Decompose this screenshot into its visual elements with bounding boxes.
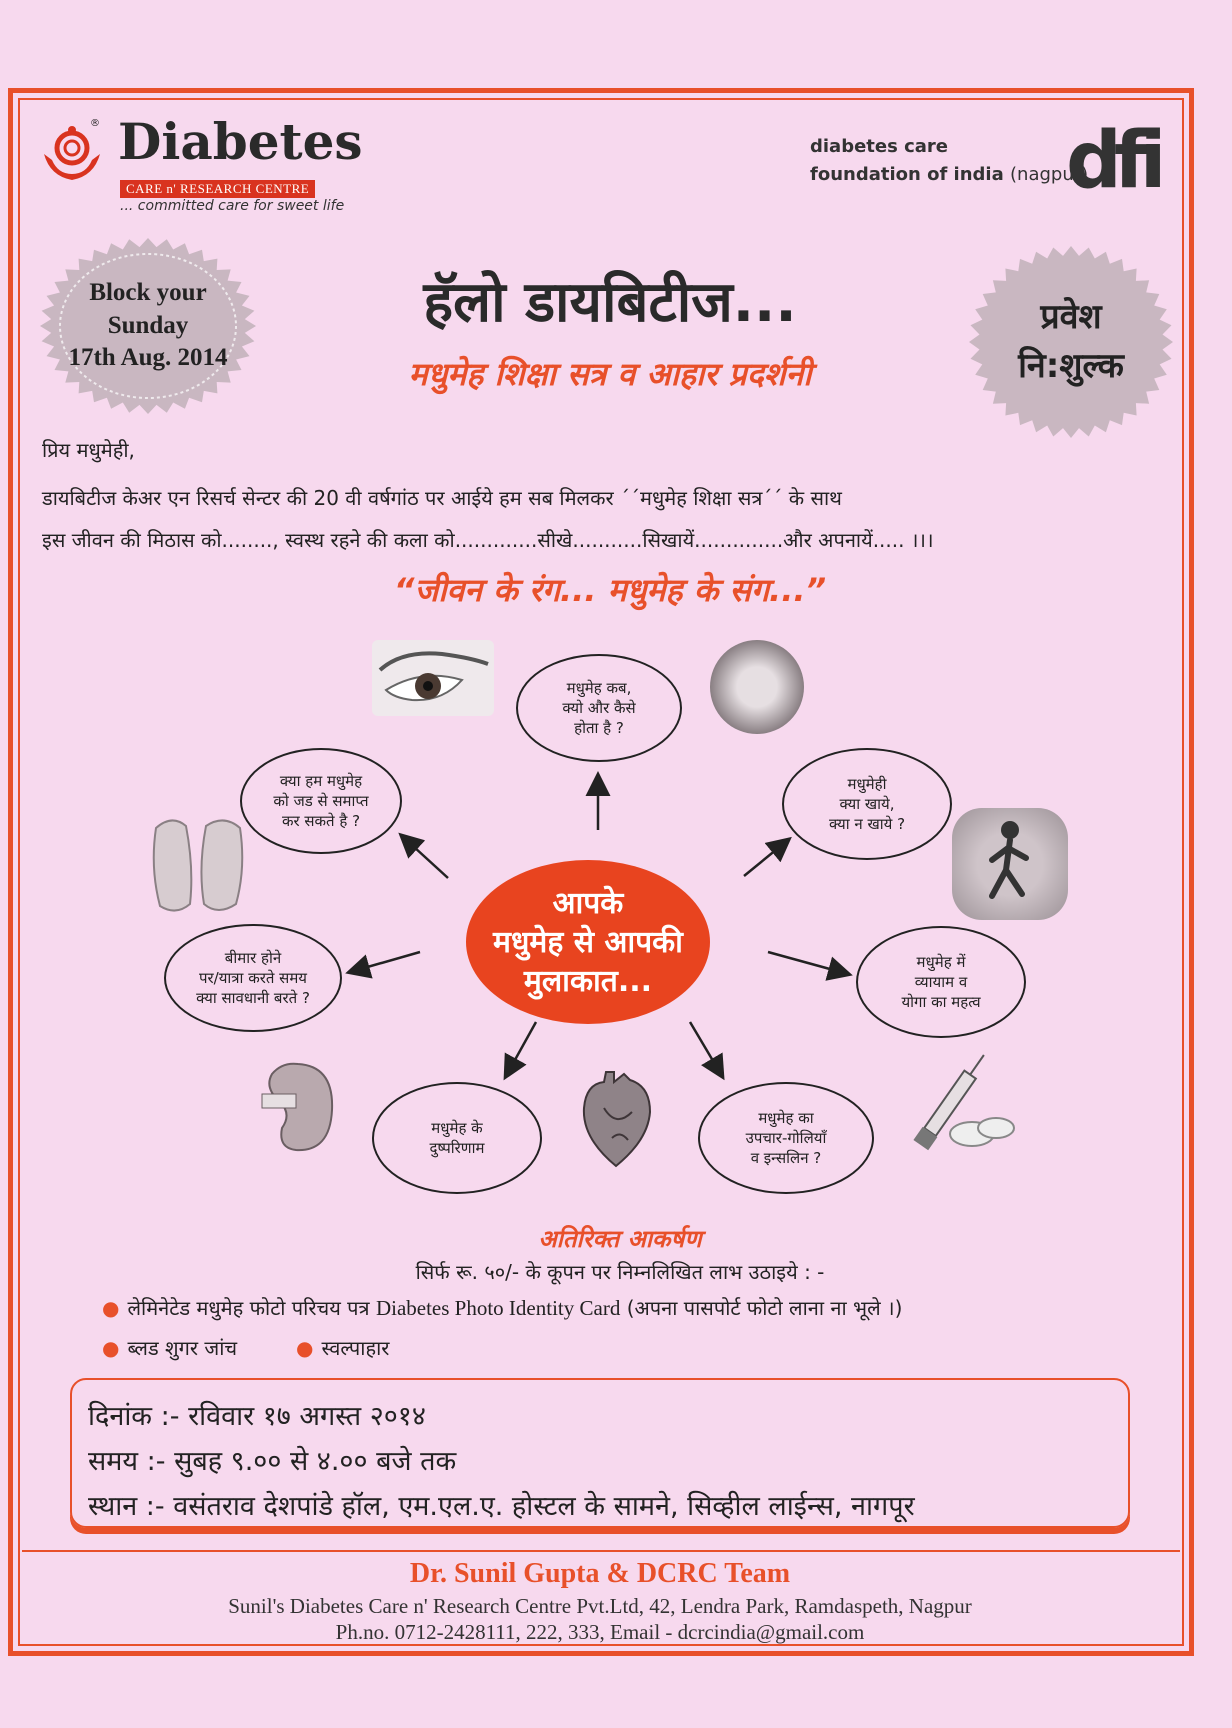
bubble-text: क्या न खाये ? [828, 815, 906, 834]
bullet-icon: ● [296, 1336, 314, 1360]
slogan: “जीवन के रंग... मधुमेह के संग...” [393, 571, 827, 609]
bubble-text: दुष्परिणाम [429, 1139, 485, 1157]
bubble-text: मधुमेही [847, 774, 887, 793]
food-plate-photo [710, 640, 804, 734]
logo-title: Diabetes [118, 112, 363, 171]
bubble-text: व इन्सलिन ? [750, 1149, 822, 1168]
venue-label: स्थान :- [88, 1491, 165, 1522]
event-details-box [70, 1378, 1130, 1528]
bubble-top [516, 654, 682, 762]
bubble-text: क्या हम मधुमेह [279, 771, 363, 790]
footer-contact: Ph.no. 0712-2428111, 222, 333, Email - dcrcindia@gmail.com [335, 1620, 865, 1644]
coupon-line: सिर्फ रू. ५०/- के कूपन पर निम्नलिखित लाभ उठाइये : - [415, 1260, 825, 1284]
bubble-upper-left [240, 748, 402, 854]
bubble-text: होता है ? [574, 719, 624, 738]
bubble-text: बीमार होने [224, 948, 282, 967]
item2-text: ब्लड शुगर जांच [127, 1336, 238, 1360]
dfi-line2-text: foundation of india [810, 164, 1004, 185]
footer-name: Dr. Sunil Gupta & DCRC Team [409, 1558, 791, 1589]
bullet-icon: ● [102, 1336, 120, 1360]
badge-line2: Sunday [107, 311, 189, 339]
bubble-text: उपचार-गोलियाँ [745, 1128, 827, 1147]
bubble-text: क्या सावधानी बरते ? [196, 989, 310, 1008]
runner-photo [952, 808, 1068, 920]
item1-hindi: लेमिनेटेड मधुमेह फोटो परिचय पत्र [127, 1296, 370, 1320]
venue-row [88, 1486, 1112, 1523]
time-row [88, 1441, 1112, 1478]
page-subtitle: मधुमेह शिक्षा सत्र व आहार प्रदर्शनी [408, 355, 812, 393]
bubble-bottom-left [372, 1082, 542, 1194]
dfi-line1: diabetes care [810, 136, 948, 157]
bubble-text: क्या खाये, [839, 794, 895, 813]
logo-tagline: ... committed care for sweet life [120, 198, 345, 214]
runner-icon [952, 808, 1068, 920]
free-badge-line1: प्रवेश [1040, 296, 1102, 337]
intro-line2: इस जीवन की मिठास को........, स्वस्थ रहने की कला को.............सीखे...........सिखायें..............और अपनायें..... ।।। [42, 528, 934, 552]
badge-line3: 17th Aug. 2014 [68, 344, 228, 372]
dfi-initials: dfi [1066, 116, 1159, 206]
time-value: सुबह ९.०० से ४.०० बजे तक [174, 1446, 457, 1477]
center-oval [466, 860, 710, 1024]
bubble-left [164, 924, 342, 1032]
bullet-icon: ● [102, 1296, 120, 1320]
page-title: हॅलो डायबिटीज... [423, 270, 797, 335]
bubble-text: मधुमेह कब, [566, 678, 632, 697]
kidney-icon [258, 1052, 340, 1162]
heart-photo [574, 1068, 658, 1172]
bubble-text: कर सकते है ? [281, 812, 361, 831]
syringe-photo [888, 1048, 1018, 1164]
attraction-item-3 [296, 1334, 389, 1361]
free-badge-line2: नि:शुल्क [1018, 346, 1124, 386]
date-value: रविवार १७ अगस्त २०१४ [188, 1401, 426, 1432]
bubble-right [856, 926, 1026, 1038]
footer-address: Sunil's Diabetes Care n' Research Centre Pvt.Ltd, 42, Lendra Park, Ramdaspeth, Nagpur [228, 1594, 972, 1618]
bubble-text: पर/यात्रा करते समय [198, 968, 307, 987]
item3-text: स्वल्पाहार [321, 1336, 390, 1360]
eye-photo [372, 640, 494, 716]
attractions-heading: अतिरिक्त आकर्षण [538, 1225, 702, 1253]
feet-icon [146, 808, 254, 920]
logo-subtitle: CARE n' RESEARCH CENTRE [120, 180, 315, 198]
bubble-text: मधुमेह का [758, 1108, 814, 1127]
time-label: समय :- [88, 1446, 166, 1477]
venue-value: वसंतराव देशपांडे हॉल, एम.एल.ए. होस्टल के सामने, सिव्हील लाईन्स, नागपूर [173, 1491, 915, 1522]
footer-divider [22, 1550, 1180, 1552]
registered-mark: ® [90, 118, 100, 129]
item1-english: Diabetes Photo Identity Card [375, 1296, 621, 1320]
bubble-text: व्यायाम व [914, 972, 968, 991]
eye-icon [372, 640, 494, 716]
center-line2: मधुमेह से आपकी [493, 924, 683, 960]
feet-photo [146, 808, 254, 920]
syringe-icon [888, 1048, 1018, 1164]
intro-line1: डायबिटीज केअर एन रिसर्च सेन्टर की 20 वी वर्षगांठ पर आईये हम सब मिलकर ´´मधुमेह शिक्षा सत्र´´ के साथ [42, 486, 842, 510]
bubble-text: क्यो और कैसे [562, 698, 636, 717]
dfi-line2-suffix: (nagpur) [1010, 164, 1089, 185]
attraction-item-2 [102, 1334, 237, 1361]
bubble-text: योगा का महत्व [901, 993, 981, 1012]
date-row [88, 1396, 1112, 1433]
bubble-text: मधुमेह के [431, 1118, 483, 1137]
date-label: दिनांक :- [88, 1401, 180, 1432]
bubble-bottom-right [698, 1082, 874, 1194]
center-line1: आपके [552, 885, 624, 921]
bubble-text: को जड से समाप्त [273, 791, 369, 810]
bubble-text: मधुमेह में [916, 952, 966, 971]
heart-icon [574, 1068, 658, 1172]
bubble-upper-right [782, 748, 952, 860]
kidney-photo [258, 1052, 340, 1162]
attraction-item-1 [102, 1294, 902, 1321]
salutation: प्रिय मधुमेही, [42, 438, 135, 462]
center-line3: मुलाकात... [523, 963, 653, 999]
badge-line1: Block your [89, 279, 207, 307]
item1-suffix: (अपना पासपोर्ट फोटो लाना ना भूले ।) [626, 1296, 903, 1320]
